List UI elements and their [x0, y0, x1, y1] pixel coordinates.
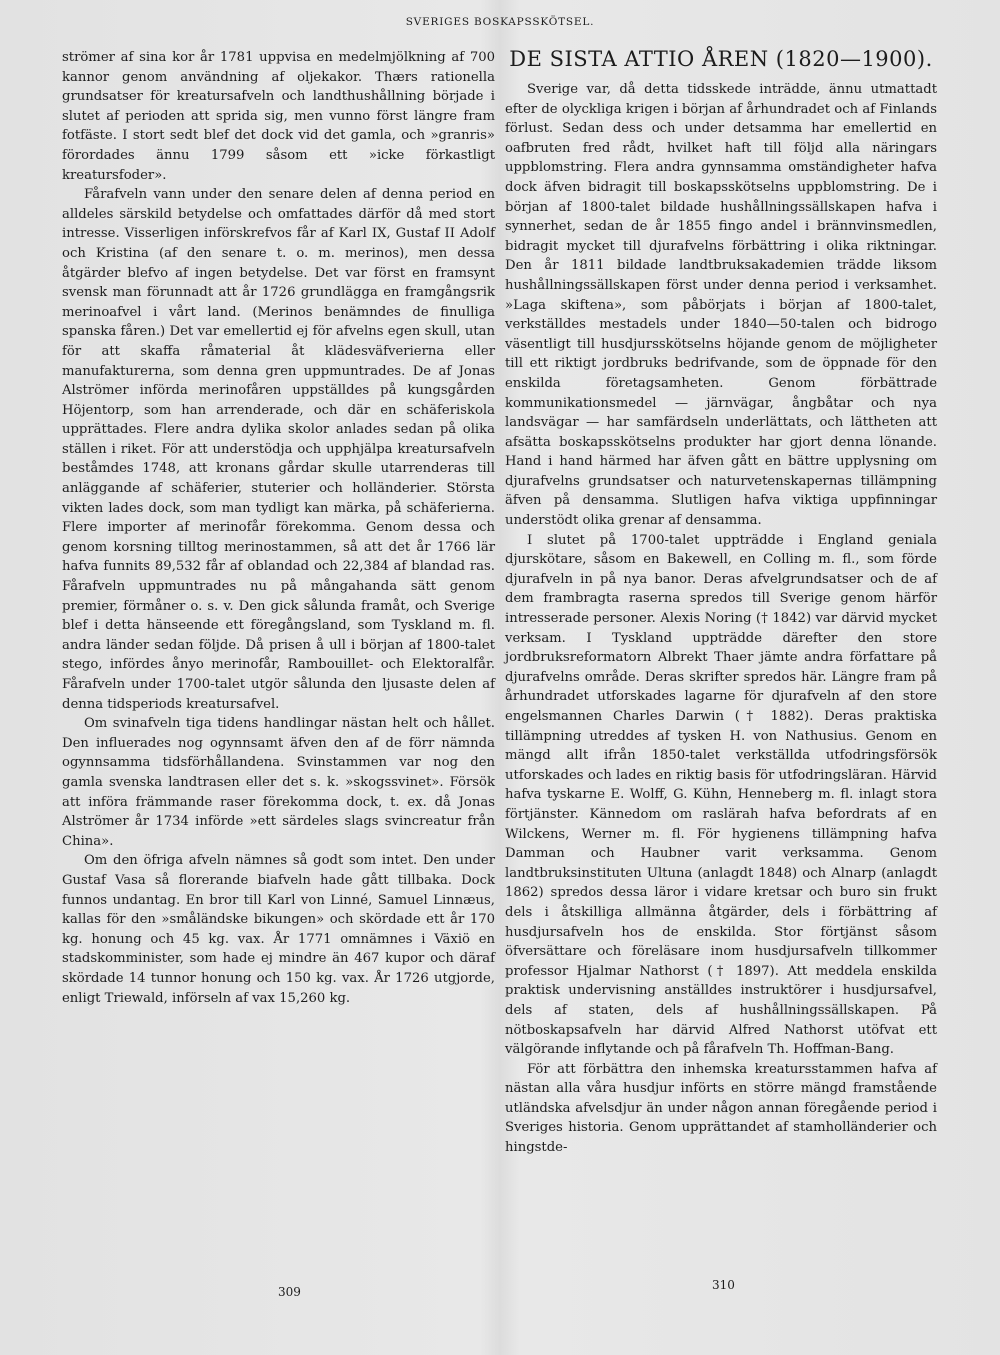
paragraph: Om den öfriga afveln nämnes så godt som intet. Den under Gustaf Vasa så florerande biafveln hade gått tillbaka. Dock funnos undantag. En bror till Karl von Linné, Samuel Linnæus, kallas för den »småländske bikungen» och skördade ett år 170 kg. honung och 45 kg. vax. År 1771 omnämnes i Växiö en stadskomminister, som hade ej mindre än 467 kupor och däraf skördade 14 tunnor honung och 150 kg. vax. År 1726 utgjorde, enligt Triewald, införseln af vax 15,260 kg.: [62, 853, 495, 1006]
paragraph: Om svinafveln tiga tidens handlingar nästan helt och hållet. Den influerades nog ogynnsamt äfven den af de förr nämnda ogynnsamma tidsförhållandena. Svinstammen var nog den gamla svenska landtrasen eller det s. k. »skogssvinet». Försök att införa främmande raser förekomma dock, t. ex. då Jonas Alströmer år 1734 införde »ett särdeles slags svincreatur från China».: [62, 716, 495, 849]
section-title: DE SISTA ATTIO ÅREN (1820—1900).: [509, 47, 933, 71]
paragraph: I slutet på 1700-talet uppträdde i England geniala djurskötare, såsom en Bakewell, en Colling m. fl., som förde djurafveln in på nya banor. Deras afvelgrundsatser och de af dem frambragta raserna spredos till Sverige genom härför intresserade personer. Alexis Noring († 1842) var därvid mycket verksam. I Tyskland uppträdde därefter den store jordbruksreformatorn Albrekt Thaer jämte andra författare på djurafvelns område. Deras skrifter spredos här. Längre fram på århundradet utforskades lagarne för djurafveln af den store engelsmannen Charles Darwin († 1882). Deras praktiska tillämpning utreddes af tysken H. von Nathusius. Genom en mängd allt ifrån 1850-talet verkställda utfodringsförsök utforskades och lades en riktig basis för utfodringsläran. Härvid hafva tyskarne E. Wolff, G. Kühn, Henneberg m. fl. inlagt stora förtjänster. Kännedom om raslärah hafva befordrats af en Wilckens, Werner m. fl. För hygienens tillämpning hafva Damman och Haubner varit verksamma. Genom landtbruksinstituten Ultuna (anlagdt 1848) och Alnarp (anlagdt 1862) spredos dessa läror i vidare kretsar och buro sin frukt dels i åtskilliga allmänna åtgärder, dels i förbättring af husdjursafveln hos de enskilda. Stor förtjänst såsom öfversättare och föreläsare inom husdjursafveln tillkommer professor Hjalmar Nathorst († 1897). Att meddela enskilda praktisk undervisning anställdes instruktörer i husdjursafvel, dels af staten, dels af hushållningssällskapen. På nötboskapsafveln har därvid Alfred Nathorst utöfvat ett välgörande inflytande och på fårafveln Th. Hoffman-Bang.: [505, 532, 937, 1058]
page-number-right: 310: [712, 1278, 735, 1292]
paragraph: Fårafveln vann under den senare delen af denna period en alldeles särskild betydelse och omfattades därför då med stort intresse. Visserligen införskrefvos får af Karl IX, Gustaf II Adolf och Kristina (af den senare t. o. m. merinos), men dessa åtgärder blefvo af ingen betydelse. Det var först en framsynt svensk man förunnadt att år 1726 grundlägga en framgångsrik merinoafvel i vårt land. (Merinos benämndes de finulliga spanska fåren.) Det var emellertid ej för afvelns egen skull, utan för att skaffa råmaterial åt klädesväfverierna eller manufakturerna, som denna gren uppmuntrades. De af Jonas Alströmer införda merinofåren uppställdes på kungsgården Höjentorp, som han arrenderade, och där en schäferiskola upprättades. Flere andra dylika skolor anlades sedan på olika ställen i riket. För att understödja och upphjälpa kreatursafveln beståmdes 1748, att kronans gårdar skulle utarrenderas till anläggande af schäferier, stuterier och holländerier. Största vikten lades dock, som man tydligt kan märka, på schäferierna. Flere importer af merinofår förekomma. Genom dessa och genom korsning tilltog merinostammen, så att det år 1766 lär hafva funnits 89,532 får af oblandad och 22,384 af blandad ras. Fårafveln uppmuntrades nu på mångahanda sätt genom premier, förmåner o. s. v. Den gick sålunda framåt, och Sverige blef i detta hänseende ett föregångsland, som Tyskland m. fl. andra länder sedan följde. Då prisen å ull i början af 1800-talet stego, infördes ånyo merinofår, Rambouillet- och Elektoralfår. Fårafveln under 1700-talet utgör sålunda den ljusaste delen af denna tidsperiods kreatursafvel.: [62, 187, 495, 712]
left-column: [62, 48, 495, 1008]
paragraph: Sverige var, då detta tidsskede inträdde, ännu utmattadt efter de olyckliga krigen i början af århundradet och af Finlands förlust. Sedan dess och under detsamma har emellertid en oafbruten fred rådt, hvilket haft till följd alla näringars uppblomstring. Flera andra gynnsamma omständigheter hafva dock äfven bidragit till boskapsskötselns uppblomstring. De i början af 1800-talet bildade hushållningssällskapen hafva i synnerhet, sedan de år 1855 fingo andel i brännvinsmedlen, bidragit mycket till djurafvelns förbättring i olika riktningar. Den år 1811 bildade landtbruksakademien trädde liksom hushållningssällskapen först under denna period i verksamhet. »Laga skiftena», som påbörjats i början af 1800-talet, verkställdes mestadels under 1840—50-talen och bidrogo väsentligt till husdjursskötselns höjande genom de möjligheter till ett riktigt jordbruks bedrifvande, som de öppnade för den enskilda företagsamheten. Genom förbättrade kommunikationsmedel — järnvägar, ångbåtar och nya landsvägar — har samfärdseln underlättats, och lättheten att afsätta boskapsskötselns produkter har gjort denna lönande. Hand i hand härmed har äfven gått en bättre upplysning om djurafvelns grundsatser och naturvetenskapernas tillämpning äfven på densamma. Slutligen hafva viktiga uppfinningar understödt olika grenar af densamma.: [505, 82, 937, 529]
running-head: SVERIGES BOSKAPSSKÖTSEL.: [405, 16, 595, 28]
paragraph: strömer af sina kor år 1781 uppvisa en medelmjölkning af 700 kannor genom användning af oljekakor. Thærs rationella grundsatser för kreatursafveln och landthushållning började i slutet af perioden att sprida sig, men vunno först längre fram fotfäste. I stort sedt blef det dock vid det gamla, och »granris» förordades ännu 1799 såsom ett »icke förkastligt kreatursfoder».: [62, 50, 495, 183]
right-column: [505, 46, 937, 1158]
page-number-left: 309: [278, 1285, 301, 1299]
paragraph: För att förbättra den inhemska kreatursstammen hafva af nästan alla våra husdjur införts en större mängd framstående utländska afvelsdjur än under någon annan föregående period i Sveriges historia. Genom upprättandet af stamholländerier och hingstde-: [505, 1061, 937, 1156]
